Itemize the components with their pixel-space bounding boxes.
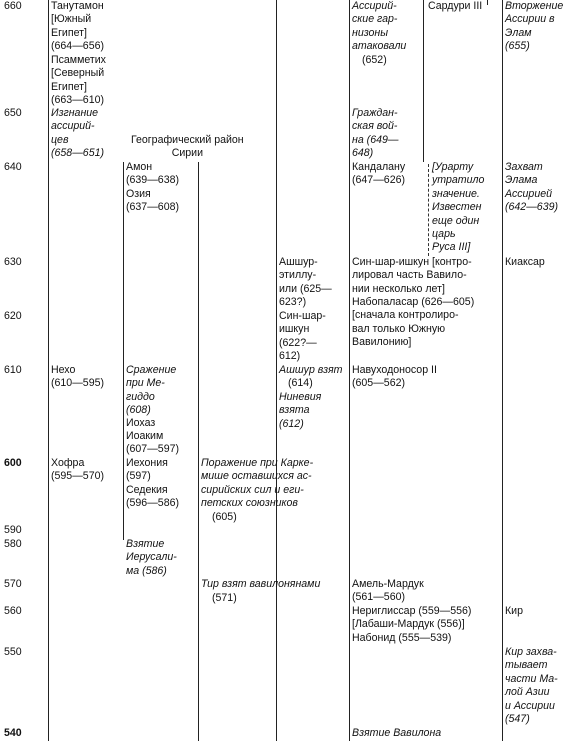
iran-elam-capture: Захват Элама Ассирией (642—639) [505, 161, 558, 214]
year-600: 600 [4, 457, 22, 469]
column-rule-urartu [423, 0, 424, 162]
syria-tyre-year: (571) [212, 592, 237, 604]
babylon-taken: Взятие Вавилона [352, 727, 442, 739]
babylon-neriglissar: Нериглиссар (559—556) [Лабаши-Мардук (556)] Набонид (555—539) [352, 605, 472, 644]
judah-jerusalem: Взятие Иерусали- ма (586) [126, 538, 177, 577]
assyria-ashur-taken-year: (614) [288, 377, 313, 389]
assyria-ashur-taken: Ашшур взят [279, 364, 343, 376]
iran-cyaxares: Киаксар [505, 256, 545, 268]
egypt-expulsion: Изгнание ассирий- цев (658—651) [51, 107, 104, 160]
judah-jehoahaz: Иохаз [126, 417, 156, 429]
year-580: 580 [4, 538, 22, 550]
babylon-civil-war: Граждан- ская вой- на (649— 648) [352, 107, 399, 160]
babylon-amel-marduk: Амель-Мардук (561—560) [352, 578, 424, 604]
babylon-kandalanu: Кандалану (647—626) [352, 161, 406, 187]
column-rule-egypt [48, 0, 49, 741]
year-610: 610 [4, 364, 22, 376]
judah-josiah: Озия (637—608) [126, 188, 179, 214]
egypt-psammetich: Псамметих [Северный Египет] (663—610) [51, 54, 106, 107]
babylon-garrisons: Ассирий- ские гар- низоны атаковали [352, 0, 407, 53]
babylon-sin-shar-ishkun: Син-шар-ишкун [контро- лировал часть Вавило- нии несколько лет] [352, 256, 472, 295]
year-560: 560 [4, 605, 22, 617]
syria-header: Географический район Сирии [131, 134, 244, 160]
judah-jehoiachin: Иехония (597) [126, 457, 168, 483]
urartu-lost-significance: [Урарту утратило значение. Известен еще один царь Руса III] [432, 161, 485, 254]
iran-elam-invasion: Вторжение Ассирии в Элам (655) [505, 0, 564, 53]
column-rule-iran [502, 0, 503, 741]
babylon-nabopolassar: Набопаласар (626—605) [сначала контролиро- вал только Южную Вавилонию] [352, 296, 475, 349]
year-630: 630 [4, 256, 22, 268]
judah-jehoiakim: Иоаким (607—597) [126, 430, 179, 456]
year-590: 590 [4, 524, 22, 536]
iran-cyrus-conquers: Кир захва- тывает части Ма- лой Азии и Ассирии (547) [505, 646, 558, 726]
egypt-hophra: Хофра (595—570) [51, 457, 104, 483]
iran-cyrus: Кир [505, 605, 523, 617]
judah-amon: Амон (639—638) [126, 161, 179, 187]
egypt-necho: Нехо (610—595) [51, 364, 104, 390]
year-570: 570 [4, 578, 22, 590]
column-rule-babylon [349, 0, 350, 741]
year-620: 620 [4, 310, 22, 322]
year-540: 540 [4, 727, 22, 739]
year-660: 660 [4, 0, 22, 12]
assyria-ashur-etil-ilani: Ашшур- этиллу- или (625— 623?) [279, 256, 332, 309]
column-rule-syria [198, 162, 199, 741]
column-rule-urartu-dashed [428, 164, 429, 256]
judah-megiddo: Сражение при Ме- гиддо (608) [126, 364, 177, 417]
column-rule-assyria [276, 0, 277, 741]
assyria-nineveh: Ниневия взята (612) [279, 391, 322, 430]
babylon-nebuchadnezzar: Навуходоносор II (605—562) [352, 364, 437, 390]
year-650: 650 [4, 107, 22, 119]
year-640: 640 [4, 161, 22, 173]
column-rule-urartu-short [487, 0, 488, 5]
column-rule-judah [123, 162, 124, 540]
syria-tyre: Тир взят вавилонянами [201, 578, 321, 590]
urartu-sarduri: Сардури III [428, 0, 483, 12]
assyria-sin-shar-ishkun: Син-шар- ишкун (622?— 612) [279, 310, 326, 363]
judah-zedekiah: Седекия (596—586) [126, 484, 179, 510]
babylon-garrisons-year: (652) [362, 54, 387, 66]
syria-carchemish: Поражение при Карке- мише оставшихся ас- сирийских сил и еги- петских союзников [201, 457, 314, 510]
syria-carchemish-year: (605) [212, 511, 237, 523]
egypt-tanutamon: Танутамон [Южный Египет] (664—656) [51, 0, 104, 53]
year-550: 550 [4, 646, 22, 658]
